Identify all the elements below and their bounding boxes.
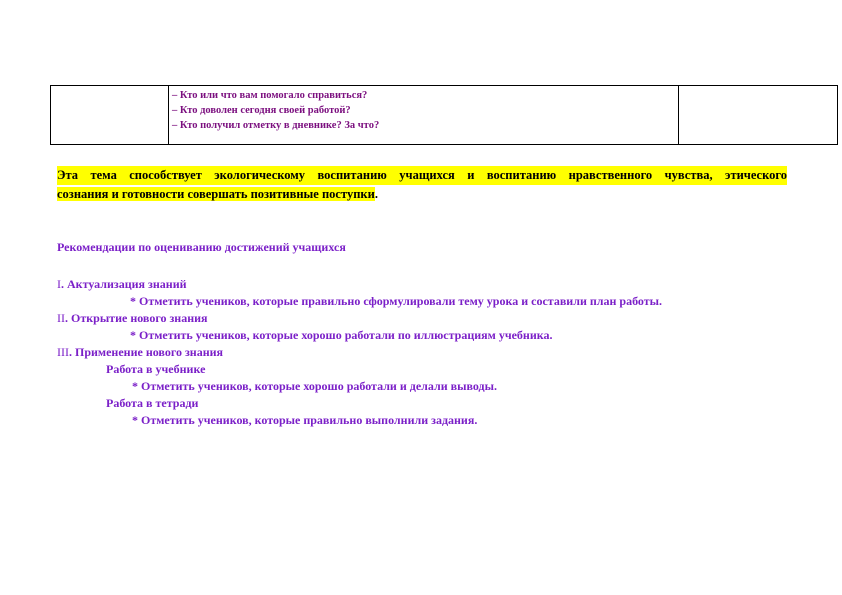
- paragraph-period: .: [374, 187, 378, 201]
- table-cell-notes: [679, 86, 838, 145]
- section-2-note: * Отметить учеников, которые хорошо работали по иллюстрациям учебника.: [130, 328, 553, 342]
- paragraph-line-1: Эта тема способствует экологическому воспитанию учащихся и воспитанию нравственного чувства, этического: [57, 166, 787, 185]
- table-row: [51, 86, 838, 145]
- subsection-textbook-title: Работа в учебнике: [106, 362, 206, 376]
- section-2-title: [57, 310, 208, 327]
- paragraph-line-2: сознания и готовности совершать позитивные поступки: [57, 187, 375, 201]
- subsection-notebook-note: * Отметить учеников, которые правильно выполнили задания.: [132, 413, 478, 427]
- section-1-note: * Отметить учеников, которые правильно сформулировали тему урока и составили план работы.: [130, 294, 663, 308]
- roman-numeral: II: [57, 311, 65, 325]
- recommendations-heading: Рекомендации по оцениванию достижений учащихся: [57, 240, 346, 254]
- roman-numeral: III: [57, 345, 69, 359]
- section-3-title: [57, 344, 223, 361]
- subsection-textbook-note: * Отметить учеников, которые хорошо работали и делали выводы.: [132, 379, 497, 393]
- section-1-title: [57, 276, 187, 293]
- subsection-notebook-title: Работа в тетради: [106, 396, 199, 410]
- reflection-table: [50, 85, 838, 145]
- section-title-text: . Применение нового знания: [69, 345, 224, 359]
- question-line: – Кто доволен сегодня своей работой?: [172, 105, 351, 116]
- roman-numeral: I: [57, 277, 61, 291]
- table-cell-questions: [169, 86, 679, 145]
- table-cell-stage: [51, 86, 169, 145]
- question-line: – Кто или что вам помогало справиться?: [172, 90, 368, 101]
- section-title-text: . Актуализация знаний: [61, 277, 187, 291]
- section-title-text: . Открытие нового знания: [65, 311, 208, 325]
- question-line: – Кто получил отметку в дневнике? За что?: [172, 120, 380, 131]
- highlighted-paragraph: [57, 166, 787, 204]
